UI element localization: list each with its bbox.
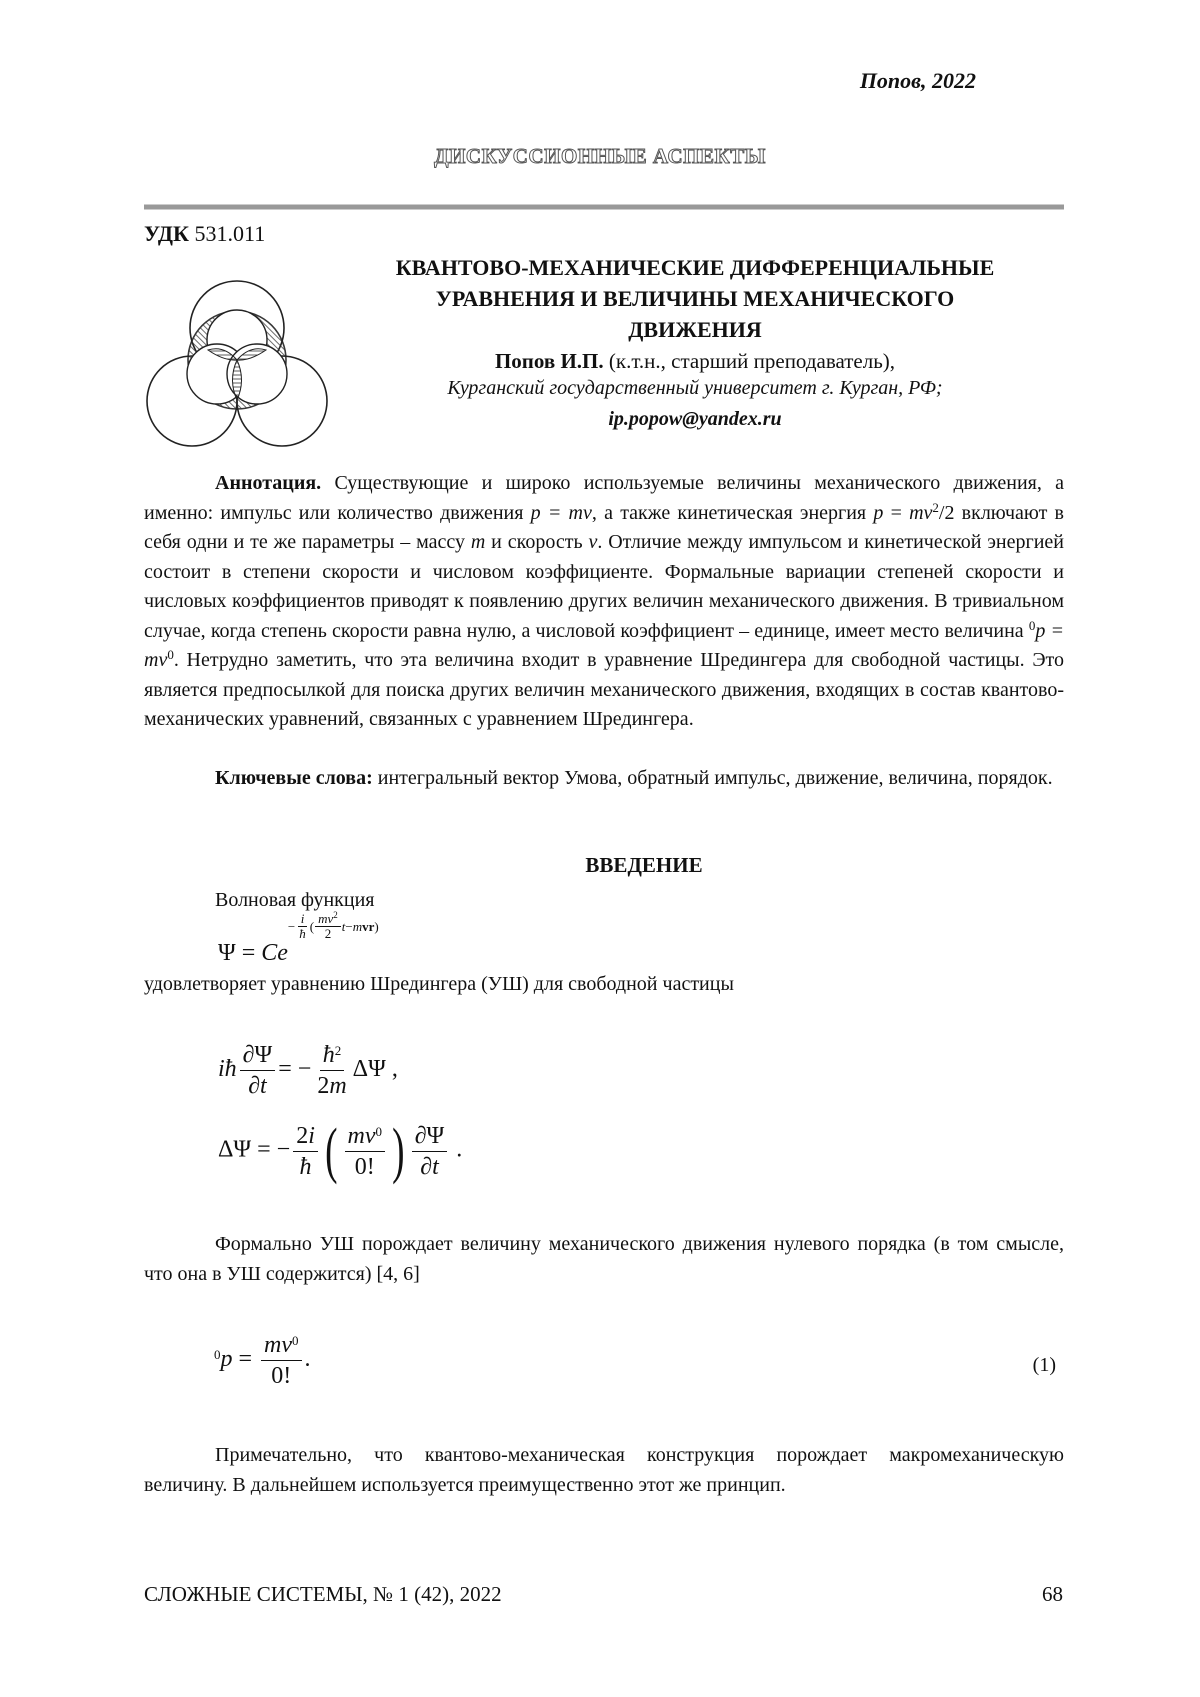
paragraph-formal: Формально УШ порождает величину механического движения нулевого порядка (в том смысле, что она в УШ содержится) [4, 6] (144, 1233, 1064, 1285)
equation-1: $^0$p = $\frac{mv^0}{0!}$ . (214, 1332, 311, 1389)
section-heading: ДИСКУССИОННЫЕ АСПЕКТЫ (434, 144, 766, 168)
title-line: КВАНТОВО-МЕХАНИЧЕСКИЕ ДИФФЕРЕНЦИАЛЬНЫЕ (395, 255, 995, 280)
abstract-text: . Отличие между импульсом и кинетической энергией состоит в степени скорости и числовом коэффициенте. Формальные вариации степеней скорости и числовых коэффициентов приводят к появлению других величин механического движения. В тривиальном случае, когда степень скорости равна нулю, а числовой коэффициент – единице, имеет место величина (144, 531, 1065, 642)
laplacian-equation: ΔΨ = − $\frac{2i}{ħ}$ ( $\frac{mv^0}{0!}$ ) $\frac{\partial\Psi}{\partial t}$ . (218, 1117, 463, 1185)
author-affiliation: Курганский государственный университет г. Курган, РФ; (447, 377, 943, 399)
inline-math-prescript: 0 (1028, 617, 1036, 633)
abstract-text: . Нетрудно заметить, что эта величина входит в уравнение Шредингера для свободной частицы. Это является предпосылкой для поиска других величин механического движения, входящих в состав квантово-механических уравнений, связанных с уравнением Шредингера. (144, 649, 1064, 730)
inline-math: m (470, 531, 486, 553)
abstract-text: , а также кинетическая энергия (591, 501, 874, 524)
inline-math: v (588, 531, 598, 553)
journal-footer: СЛОЖНЫЕ СИСТЕМЫ, № 1 (42), 2022 (144, 1582, 502, 1606)
wave-function-equation: Ψ = Ce− $\frac{i}{ħ}$ ( $\frac{mv^2}{2}$ t − m vr ) (218, 910, 379, 966)
paragraph-notable: Примечательно, что квантово-механическая конструкция порождает макромеханическую величину. В дальнейшем используется преимущественно этот же принцип. (144, 1444, 1064, 1496)
title-line: ДВИЖЕНИЯ (628, 317, 762, 342)
abstract-label: Аннотация. (215, 472, 322, 494)
keywords-label: Ключевые слова: (215, 767, 373, 789)
abstract (144, 469, 1064, 735)
abstract-text: = (883, 501, 910, 524)
inline-math: p = mv (530, 501, 592, 524)
wave-function-label: Волновая функция (215, 889, 375, 911)
inline-math-exponent: 2 (932, 499, 939, 515)
page-number: 68 (1042, 1582, 1063, 1606)
schrodinger-equation: iħ $\frac{\partial\Psi}{\partial t}$ = − $\frac{ħ^2}{2m}$ ΔΨ , (218, 1042, 398, 1099)
author-line (350, 346, 1040, 376)
author-name: Попов И.П. (494, 349, 604, 373)
abstract-text: и скорость (485, 531, 589, 553)
keywords-text: интегральный вектор Умова, обратный импульс, движение, величина, порядок. (372, 767, 1053, 789)
inline-math: p (873, 501, 884, 524)
inline-math: mv (909, 501, 933, 524)
inline-math-exponent: 0 (167, 647, 174, 662)
udk-code (144, 221, 265, 247)
equation-number: (1) (1032, 1354, 1056, 1376)
udk-value: 531.011 (194, 221, 266, 246)
author-email[interactable]: ip.popow@yandex.ru (608, 408, 782, 430)
paper-title (350, 252, 1040, 345)
inline-math: p = mv (144, 619, 1064, 671)
overlapping-circles-logo-icon (146, 265, 329, 448)
author-role: (к.т.н., старший преподаватель), (603, 349, 896, 373)
keywords (144, 764, 1064, 794)
udk-label: УДК (144, 221, 190, 246)
satisfies-text: удовлетворяет уравнению Шредингера (УШ) для свободной частицы (144, 973, 734, 995)
running-head: Попов, 2022 (859, 68, 976, 93)
section-heading-introduction: ВВЕДЕНИЕ (585, 853, 703, 877)
abstract-text: /2 включают в себя одни и те же параметры – массу (144, 501, 1064, 553)
abstract-text: Существующие и широко используемые величины механического движения, а именно: импульс или количество движения (144, 472, 1064, 524)
header-divider (144, 204, 1064, 210)
title-line: УРАВНЕНИЯ И ВЕЛИЧИНЫ МЕХАНИЧЕСКОГО (435, 286, 955, 311)
